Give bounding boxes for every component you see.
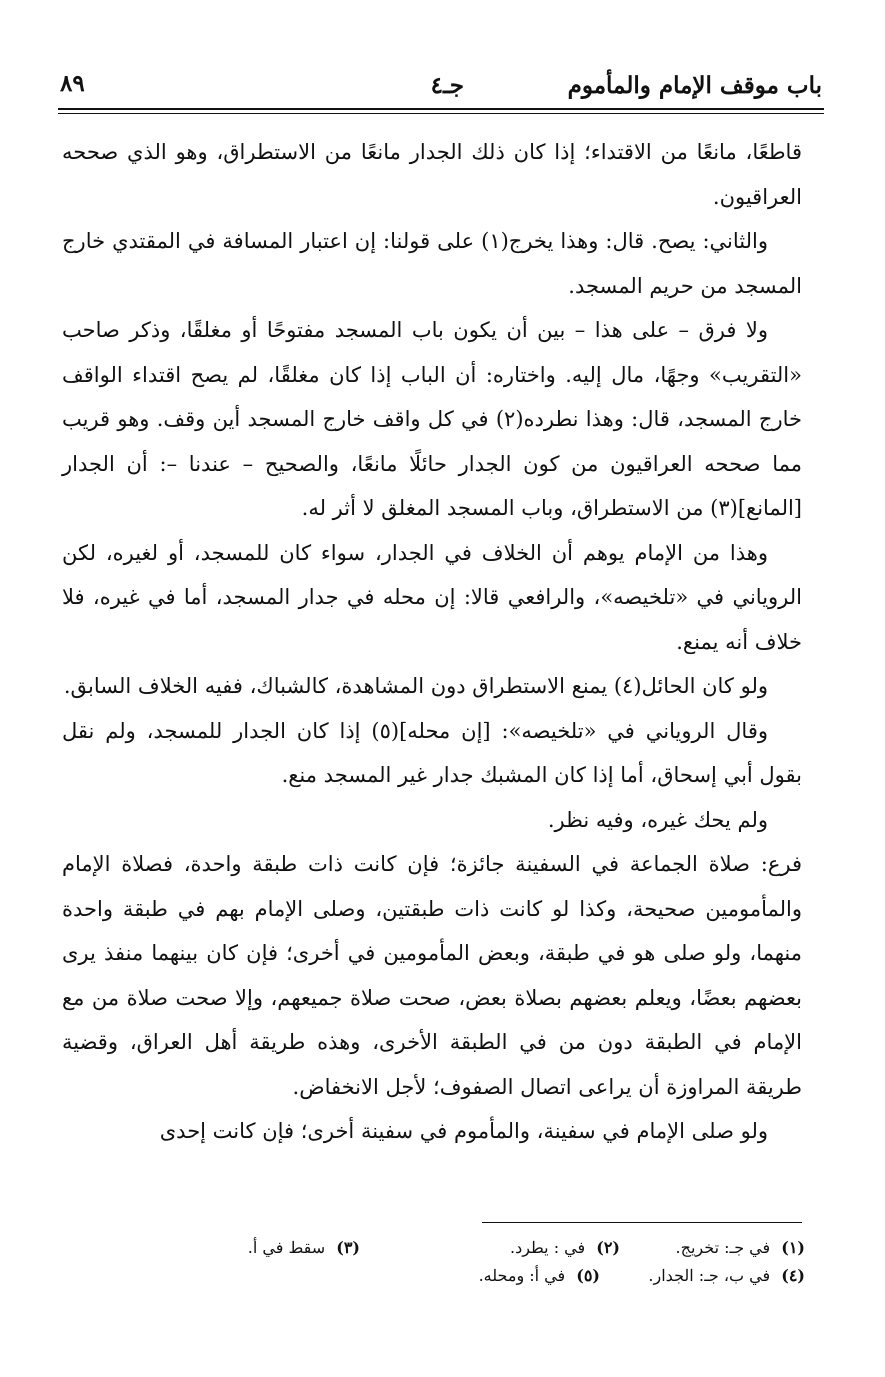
footnote-4 bbox=[648, 1262, 805, 1290]
footnote-1 bbox=[676, 1234, 805, 1262]
paragraph: والثاني: يصح. قال: وهذا يخرج(١) على قولنا: إن اعتبار المسافة في المقتدي خارج المسجد من حريم المسجد. bbox=[62, 229, 802, 298]
paragraph: ولم يحك غيره، وفيه نظر. bbox=[547, 807, 768, 832]
paragraph: ولو كان الحائل(٤) يمنع الاستطراق دون المشاهدة، كالشباك، ففيه الخلاف السابق. bbox=[63, 674, 768, 698]
footnote-rule bbox=[482, 1222, 802, 1223]
footnote-3 bbox=[248, 1234, 360, 1262]
footnote-text: في أ: ومحله. bbox=[478, 1266, 566, 1285]
paragraph: قاطعًا، مانعًا من الاقتداء؛ إذا كان ذلك الجدار مانعًا من الاستطراق، وهو الذي صححه العراقيون. bbox=[62, 140, 802, 209]
footnote-number: (٥) bbox=[576, 1266, 600, 1285]
footnotes bbox=[150, 1234, 805, 1290]
footnote-number: (٢) bbox=[596, 1238, 620, 1257]
footnote-number: (٤) bbox=[781, 1266, 805, 1285]
main-text bbox=[62, 130, 802, 1154]
footnote-number: (١) bbox=[781, 1238, 805, 1257]
footnote-text: في : يطرد. bbox=[509, 1238, 586, 1257]
page-header bbox=[60, 68, 822, 108]
paragraph: وهذا من الإمام يوهم أن الخلاف في الجدار، سواء كان للمسجد، أو لغيره، لكن الروياني في «تلخيصه»، والرافعي قالا: إن محله في جدار المسجد، أما في غيره، فلا خلاف أنه يمنع. bbox=[62, 540, 802, 654]
paragraph-far: فرع: صلاة الجماعة في السفينة جائزة؛ فإن كانت ذات طبقة واحدة، فصلاة الإمام والمأمومين صحيحة، وكذا لو كانت ذات طبقتين، وصلى الإمام بهم في طبقة واحدة منهما، ولو صلى هو في طبقة، وبعض المأمومين في أخرى؛ فإن كان بينهما منفذ يرى بعضهم بعضًا، ويعلم بعضهم بصلاة بعض، صحت صلاة جميعهم، وإلا صحت صلاة من مع الإمام في الطبقة دون من في الطبقة الأخرى، وهذه طريقة أهل العراق، وقضية طريقة المراوزة أن يراعى اتصال الصفوف؛ لأجل الانخفاض. bbox=[62, 852, 802, 1099]
paragraph: وقال الروياني في «تلخيصه»: [إن محله](٥) إذا كان الجدار للمسجد، ولم نقل بقول أبي إسحاق، أما إذا كان المشبك جدار غير المسجد منع. bbox=[62, 718, 802, 787]
footnote-text: سقط في أ. bbox=[247, 1238, 326, 1257]
paragraph: ولا فرق – على هذا – بين أن يكون باب المسجد مفتوحًا أو مغلقًا، وذكر صاحب «التقريب» وجهًا، مال إليه. واختاره: أن الباب إذا كان مغلقًا، لم يصح اقتداء الواقف خارج المسجد، قال: وهذا نطرده(٢) في كل واقف خارج المسجد أين وقف. وهو قريب مما صححه العراقيون من كون الجدار حائلًا مانعًا، والصحيح – عندنا –: أن الجدار [المانع](٣) من الاستطراق، وباب المسجد المغلق لا أثر له. bbox=[62, 318, 802, 520]
header-rule-thin bbox=[58, 113, 824, 114]
header-rule bbox=[58, 108, 824, 110]
paragraph: ولو صلى الإمام في سفينة، والمأموم في سفينة أخرى؛ فإن كانت إحدى bbox=[159, 1119, 768, 1143]
page-number: ٨٩ bbox=[60, 70, 85, 97]
footnote-5 bbox=[479, 1262, 600, 1290]
volume-label: جـ٤ bbox=[430, 72, 464, 99]
footnote-number: (٣) bbox=[336, 1238, 360, 1257]
footnote-row bbox=[150, 1234, 805, 1262]
footnote-text: في جـ: تخريج. bbox=[675, 1238, 771, 1257]
footnote-row bbox=[150, 1262, 805, 1290]
chapter-title: باب موقف الإمام والمأموم bbox=[567, 72, 822, 99]
footnote-2 bbox=[510, 1234, 620, 1262]
footnote-text: في ب، جـ: الجدار. bbox=[648, 1266, 771, 1285]
